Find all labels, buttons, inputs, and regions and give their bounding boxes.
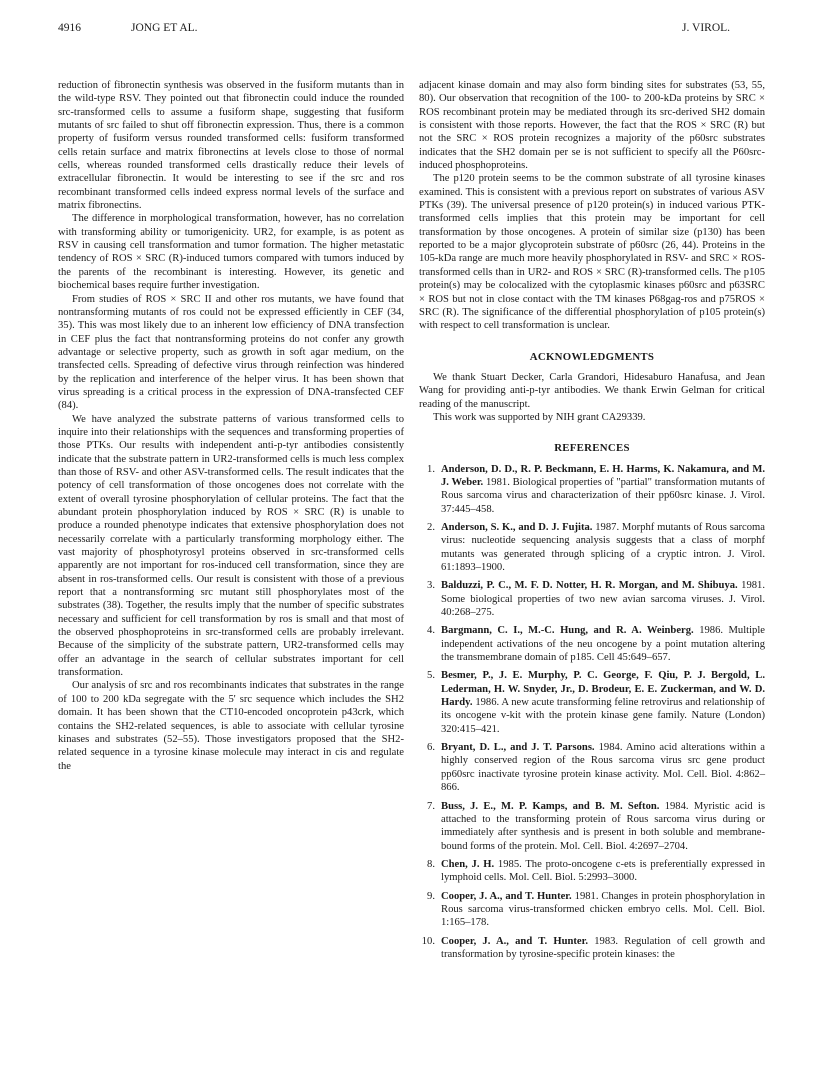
reference-authors: Balduzzi, P. C., M. F. D. Notter, H. R. Morgan, and M. Shibuya.	[441, 580, 738, 592]
reference-number: 6.	[427, 742, 435, 754]
running-authors: JONG ET AL.	[131, 22, 198, 34]
reference-number: 4.	[427, 625, 435, 637]
reference-item	[419, 521, 765, 574]
reference-text: 1986. A new acute transforming feline retrovirus and relationship of its oncogene v-kit with the protein kinase gene family. Nature (London) 320:415–421.	[441, 697, 765, 735]
reference-authors: Bryant, D. L., and J. T. Parsons.	[441, 742, 595, 754]
reference-number: 3.	[427, 580, 435, 592]
acknowledgments-heading: ACKNOWLEDGMENTS	[529, 350, 655, 363]
page-header	[58, 22, 758, 38]
reference-number: 8.	[427, 858, 435, 870]
funding-text: This work was supported by NIH grant CA29339.	[433, 411, 646, 423]
reference-number: 5.	[427, 670, 435, 682]
body-paragraph: From studies of ROS × SRC II and other ros mutants, we have found that nontransforming mutants of ros could not be expressed efficiently in CEF (34, 35). This was most likely due to an inherent low efficiency of DNA transfection in CEF plus the fact that nontransforming proteins do not confer any growth advantage or selective property, such as growth in soft agar medium, on the transfected cells. Spreading of defective virus through reinfection was hindered by the replication and interference of the helper virus. It has been shown that virus spreading is a critical process in the expression of DNA-transfected CEF (84).	[58, 293, 404, 412]
reference-authors: Anderson, S. K., and D. J. Fujita.	[441, 521, 593, 533]
journal-name: J. VIROL.	[682, 22, 731, 34]
reference-item	[419, 935, 765, 962]
reference-text: 1986. Multiple independent activations of the neu oncogene by a point mutation altering the transmembrane domain of p185. Cell 45:649–657.	[441, 625, 766, 664]
reference-authors: Anderson, D. D., R. P. Beckmann, E. H. Harms, K. Nakamura, and M. J. Weber.	[441, 463, 765, 488]
reference-text: 1984. Myristic acid is attached to the transforming protein of Rous sarcoma virus during or immediately after synthesis and is present in both soluble and membrane-bound forms of the protein. Mol. Cell. Biol. 4:2697–2704.	[441, 800, 765, 852]
body-paragraph: adjacent kinase domain and may also form binding sites for substrates (53, 55, 80). Our observation that recognition of the 100- to 200-kDa proteins by SRC × ROS recombinant protein may be mediated through its src-derived SH2 domain is consistent with those reports. However, the fact that the ROS × SRC (R) but not the SRC × ROS protein recognizes a majority of the p60src substrates indicates that the SH2 domain per se is not sufficient to specify all the P60src-induced phosphoproteins.	[419, 80, 765, 172]
reference-text: 1981. Changes in protein phosphorylation in Rous sarcoma virus-transformed chicken embryo cells. Mol. Cell. Biol. 1:165–178.	[441, 890, 766, 929]
reference-item	[419, 741, 765, 794]
reference-number: 9.	[427, 890, 435, 902]
references-heading: REFERENCES	[554, 442, 630, 455]
reference-authors: Cooper, J. A., and T. Hunter.	[441, 890, 572, 902]
reference-item	[419, 579, 765, 619]
reference-authors: Bargmann, C. I., M.-C. Hung, and R. A. Weinberg.	[441, 625, 694, 637]
reference-text: 1981. Some biological properties of two new avian sarcoma viruses. J. Virol. 40:268–275.	[441, 580, 765, 619]
page-number: 4916	[58, 22, 81, 34]
reference-text: 1981. Biological properties of "partial" transformation mutants of Rous sarcoma virus and characterization of their pp60src kinase. J. Virol. 37:445–458.	[441, 476, 766, 515]
reference-item	[419, 858, 765, 885]
reference-number: 1.	[427, 463, 435, 475]
reference-item	[419, 669, 765, 736]
reference-text: 1984. Amino acid alterations within a highly conserved region of the Rous sarcoma virus src gene product pp60src inactivate tyrosine protein kinase activity. Mol. Cell. Biol. 4:862–866.	[441, 742, 765, 794]
reference-authors: Besmer, P., J. E. Murphy, P. C. George, F. Qiu, P. J. Bergold, L. Lederman, H. W. Snyder, Jr., D. Brodeur, E. E. Zuckerman, and W. D. Hardy.	[441, 670, 765, 709]
reference-authors: Buss, J. E., M. P. Kamps, and B. M. Sefton.	[441, 800, 660, 812]
body-paragraph: We have analyzed the substrate patterns of various transformed cells to inquire into their relationships with the sequences and transforming properties of those PTKs. Our results with independent anti-p-tyr antibodies consistently indicate that the substrate pattern in UR2-transformed cells is much less complex than those of RSV- and other ASV-transformed cells. The result indicates that the potency of cell transformation of those oncogenes does not correlate with the extent of overall tyrosine phosphorylation of cellular proteins. The fact that the abundant protein phosphorylation induced by ROS × SRC (R) is unable to produce a rounded phenotype indicates that extensive phosphorylation does not necessarily correlate with a particularly transforming morphology either. The vast majority of phosphotyrosyl proteins observed in src-transformed cells apparently are not important for ros-induced cell transformation, since they are absent in ros-transformed cells. Our result is consistent with those of a previous report that a nontransforming src mutant still phosphorylates most of the substrates (38). Together, the results imply that the number of specific substrates necessary and sufficient for cell transformation by ros is small and that most of the observed phosphoproteins in src-transformed cells are probably irrelevant. Because of the simplicity of the substrate pattern, UR2-transformed cells may offer an advantage in the search of cellular substrates important for cell transformation.	[58, 413, 404, 679]
reference-text: 1985. The proto-oncogene c-ets is preferentially expressed in lymphoid cells. Mol. Cell. Biol. 5:2993–3000.	[441, 858, 765, 884]
reference-list	[419, 463, 765, 962]
body-paragraph: reduction of fibronectin synthesis was observed in the fusiform mutants than in the wild-type RSV. They pointed out that fibronectin could induce the rounded src-transformed cells to assume a fusiform shape, suggesting that fusiform mutants of src failed to shut off fibronectin expression. Thus, there is a common property of fusiform versus rounded transformed cells: fusiform transformed cells retain surface and matrix fibronectins at levels close to those of normal cells, whereas rounded transformed cells drastically reduce their levels of extracellular fibronectin. It would be interesting to see if the src and ros recombinant transformed cells indeed express normal levels of the surface and matrix fibronectins.	[58, 80, 404, 212]
body-paragraph: The difference in morphological transformation, however, has no correlation with transforming ability or tumorigenicity. UR2, for example, is as potent as RSV in causing cell transformation and tumor formation. The higher metastatic tendency of ROS × SRC (R)-induced tumors compared with tumors induced by the parents of the recombinant is interesting. However, its genetic and biochemical bases require further investigation.	[58, 213, 404, 292]
reference-item	[419, 463, 765, 516]
reference-authors: Cooper, J. A., and T. Hunter.	[441, 935, 588, 947]
reference-number: 2.	[427, 521, 435, 533]
reference-item	[419, 800, 765, 853]
reference-item	[419, 624, 765, 664]
reference-number: 10.	[421, 935, 435, 947]
reference-text: 1987. Morphf mutants of Rous sarcoma virus: nucleotide sequencing analysis suggests that a class of morphf mutants was generated through splicing of a cryptic intron. J. Virol. 61:1893–1900.	[441, 521, 765, 573]
acknowledgments-text: We thank Stuart Decker, Carla Grandori, Hidesaburo Hanafusa, and Jean Wang for providing anti-p-tyr antibodies. We thank Erwin Gelman for critical reading of the manuscript.	[419, 371, 765, 410]
reference-number: 7.	[427, 800, 435, 812]
left-column	[58, 79, 404, 773]
body-paragraph: Our analysis of src and ros recombinants indicates that substrates in the range of 100 to 200 kDa segregate with the 5' src sequence which includes the SH2 domain. It has been shown that the CT10-encoded oncoprotein p43crk, which contains the SH2-related sequences, is able to associate with cellular tyrosine kinases and substrates (52–55). Those investigators proposed that the SH2-related sequence in a tyrosine kinase molecule may interact in cis and regulate the	[58, 680, 404, 772]
reference-authors: Chen, J. H.	[441, 858, 495, 870]
reference-text: 1983. Regulation of cell growth and transformation by tyrosine-specific protein kinases: the	[441, 935, 765, 960]
body-paragraph: The p120 protein seems to be the common substrate of all tyrosine kinases examined. This is consistent with a previous report on substrates of various ASV PTKs (39). The universal presence of p120 protein(s) in induced various PTK-transformed cells implies that this protein may be important for cell transformation by those oncogenes. A protein of similar size (p130) has been reported to be a major glycoprotein substrate of p60src (26, 44). Proteins in the 105-kDa range are much more heavily phosphorylated in RSV- and SRC × ROS-transformed cells than in UR2- and ROS × SRC (R)-transformed cells. The p105 protein(s) may be colocalized with the cytoplasmic kinases p60src and p63SRC × ROS but not in close contact with the TM kinases P68gag-ros and p75ROS × SRC (R). The significance of the differential phosphorylation of p105 protein(s) with respect to cell transformation is unclear.	[419, 173, 765, 332]
right-column	[419, 79, 765, 961]
reference-item	[419, 890, 765, 930]
